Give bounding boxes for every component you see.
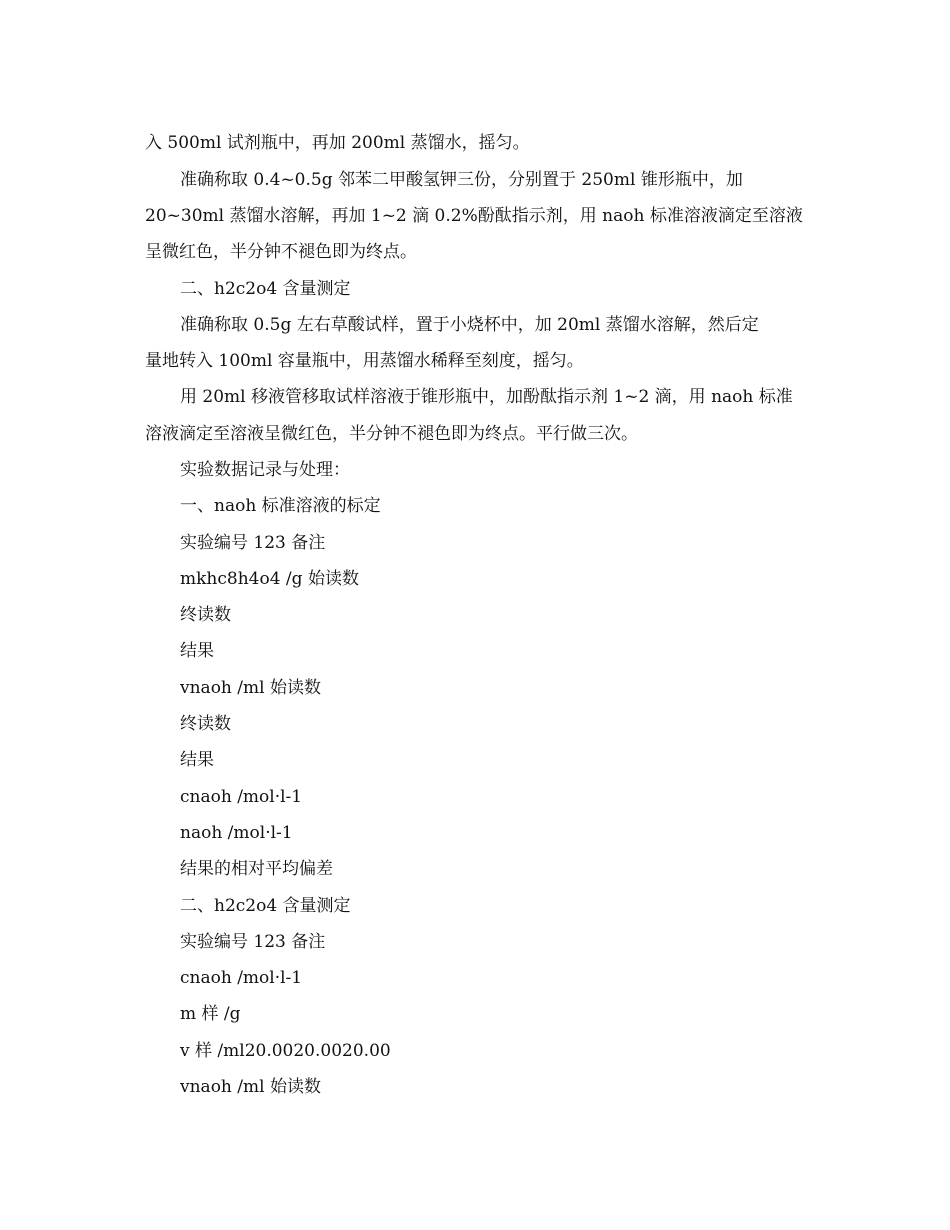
data-record-line: 结果: [180, 750, 214, 770]
section-heading: 二、h2c2o4 含量测定: [180, 896, 351, 916]
data-record-line: 终读数: [180, 605, 231, 625]
data-record-line: 实验编号 123 备注: [180, 533, 326, 553]
paragraph-line: 入 500ml 试剂瓶中，再加 200ml 蒸馏水，摇匀。: [145, 133, 530, 153]
data-record-line: cnaoh /mol·l-1: [180, 968, 303, 988]
data-record-line: 终读数: [180, 714, 231, 734]
data-record-line: 结果: [180, 641, 214, 661]
section-heading: 实验数据记录与处理：: [180, 460, 350, 480]
paragraph-line: 用 20ml 移液管移取试样溶液于锥形瓶中，加酚酞指示剂 1~2 滴，用 naoh 标准: [180, 387, 793, 407]
data-record-line: naoh /mol·l-1: [180, 823, 293, 843]
paragraph-line: 溶液滴定至溶液呈微红色，半分钟不褪色即为终点。平行做三次。: [145, 424, 638, 444]
paragraph-line: 准确称取 0.5g 左右草酸试样，置于小烧杯中，加 20ml 蒸馏水溶解，然后定: [180, 315, 759, 335]
data-record-line: 实验编号 123 备注: [180, 932, 326, 952]
paragraph-line: 20~30ml 蒸馏水溶解，再加 1~2 滴 0.2%酚酞指示剂，用 naoh 标准溶液滴定至溶液: [145, 206, 803, 226]
paragraph-line: 准确称取 0.4~0.5g 邻苯二甲酸氢钾三份，分别置于 250ml 锥形瓶中，加: [180, 170, 743, 190]
section-heading: 二、h2c2o4 含量测定: [180, 279, 351, 299]
data-record-line: mkhc8h4o4 /g 始读数: [180, 569, 359, 589]
data-record-line: vnaoh /ml 始读数: [180, 678, 321, 698]
data-record-line: vnaoh /ml 始读数: [180, 1077, 321, 1097]
data-record-line: cnaoh /mol·l-1: [180, 787, 303, 807]
paragraph-line: 呈微红色，半分钟不褪色即为终点。: [145, 242, 417, 262]
paragraph-line: 量地转入 100ml 容量瓶中，用蒸馏水稀释至刻度，摇匀。: [145, 351, 584, 371]
data-record-line: 结果的相对平均偏差: [180, 859, 333, 879]
data-record-line: v 样 /ml20.0020.0020.00: [180, 1041, 391, 1061]
data-record-line: m 样 /g: [180, 1004, 241, 1024]
section-heading: 一、naoh 标准溶液的标定: [180, 496, 381, 516]
